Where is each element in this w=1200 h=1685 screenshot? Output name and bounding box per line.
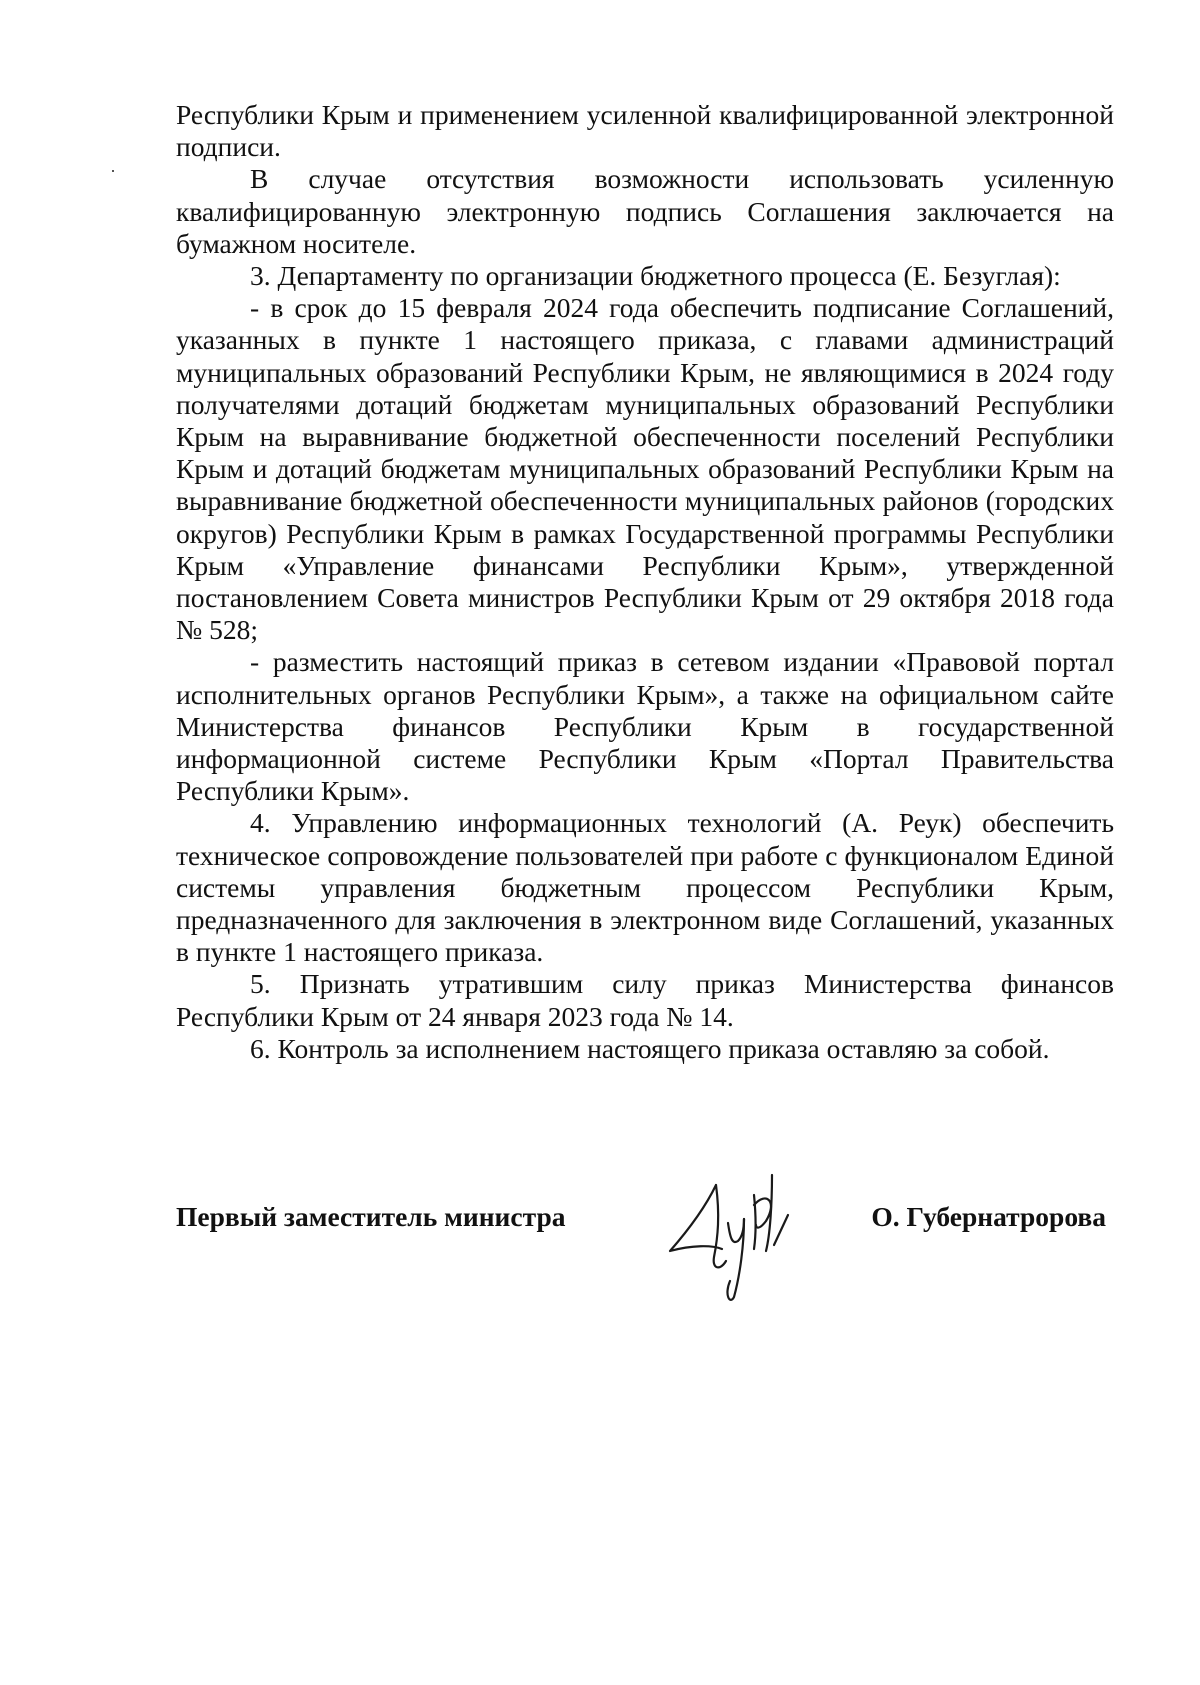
signatory-title: Первый заместитель министра (176, 1201, 566, 1232)
paragraph-item-4: 4. Управлению информационных технологий (А. Реук) обеспечить техническое сопровождение пользователей при работе с функционалом Единой системы управления бюджетным процессом Республики Крым, предназначенного для заключения в электронном виде Соглашений, указанных в пункте 1 настоящего приказа. (176, 807, 1114, 968)
paragraph-item-3: 3. Департаменту по организации бюджетного процесса (Е. Безуглая): (250, 260, 1061, 292)
paragraph-signature-fallback: В случае отсутствия возможности использовать усиленную квалифицированную электронную подпись Соглашения заключается на бумажном носителе. (176, 163, 1114, 259)
paragraph-item-3-sub-1: - в срок до 15 февраля 2024 года обеспечить подписание Соглашений, указанных в пункте 1 настоящего приказа, с главами администраций муниципальных образований Республики Крым, не являющимися в 2024 году получателями дотаций бюджетам муниципальных образований Республики Крым на выравнивание бюджетной обеспеченности поселений Республики Крым и дотаций бюджетам муниципальных образований Республики Крым на выравнивание бюджетной обеспеченности муниципальных районов (городских округов) Республики Крым в рамках Государственной программы Республики Крым «Управление финансами Республики Крым», утвержденной постановлением Совета министров Республики Крым от 29 октября 2018 года № 528; (176, 292, 1114, 646)
handwritten-signature (664, 1165, 804, 1305)
signature-block (176, 1185, 1114, 1305)
paragraph-continuation: Республики Крым и применением усиленной квалифицированной электронной подписи. (176, 99, 1114, 163)
paragraph-item-6: 6. Контроль за исполнением настоящего приказа оставляю за собой. (250, 1032, 1050, 1064)
scan-speck (112, 170, 114, 172)
document-body (176, 99, 1114, 1065)
signatory-name: О. Губернатророва (871, 1201, 1106, 1232)
paragraph-item-3-sub-2: - разместить настоящий приказ в сетевом издании «Правовой портал исполнительных органов Республики Крым», а также на официальном сайте Министерства финансов Республики Крым в государственной информационной системе Республики Крым «Портал Правительства Республики Крым». (176, 646, 1114, 807)
paragraph-item-5: 5. Признать утратившим силу приказ Министерства финансов Республики Крым от 24 января 2023 года № 14. (176, 968, 1114, 1032)
